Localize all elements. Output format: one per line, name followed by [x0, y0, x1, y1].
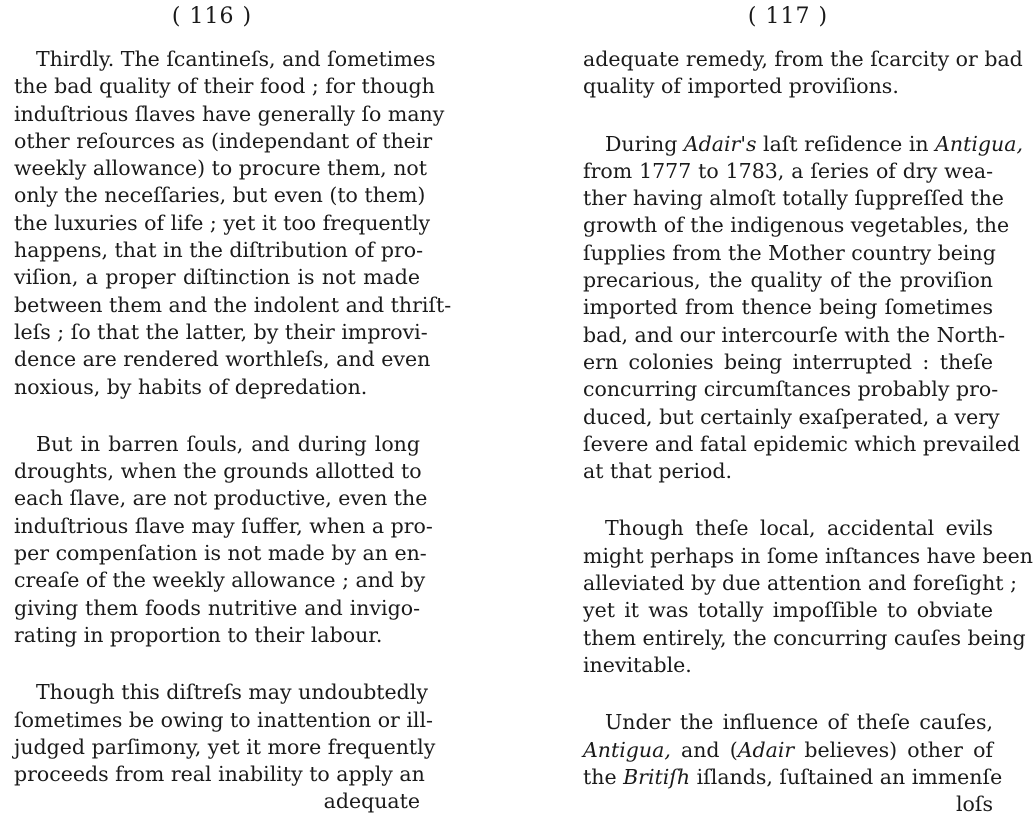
text-line: induſtrious ſlaves have generally ſo many [14, 101, 445, 126]
text-line: induſtrious ſlave may ſuffer, when a pro- [14, 513, 433, 538]
page-number-right: ( 117 ) [747, 4, 829, 29]
text-line: proceeds from real inability to apply an [14, 762, 425, 787]
text-line: concurring circumſtances probably pro- [583, 377, 999, 402]
text-line: the Britiſh iſlands, ſuſtained an immenſe [583, 764, 1003, 789]
text-line: at that period. [583, 459, 732, 484]
text-line: other reſources as (independant of their [14, 128, 433, 153]
catchword-right: loſs [955, 792, 993, 817]
paragraph-under-influence [583, 709, 1003, 791]
text-line: yet it was totally impoſſible to obviate [583, 598, 993, 623]
text-line: precarious, the quality of the proviſion [583, 268, 993, 293]
text-line: giving them foods nutritive and invigo- [14, 595, 420, 620]
text-line: ſometimes be owing to inattention or ill- [14, 707, 433, 732]
text-line: rating in proportion to their labour. [14, 622, 383, 647]
text-line: judged parſimony, yet it more frequently [14, 734, 436, 759]
text-line: ther having almoſt totally ſuppreſſed the [583, 186, 1004, 211]
catchword-left: adequate [323, 789, 420, 814]
text-line: only the neceſſaries, but even (to them) [14, 183, 426, 208]
text-line: them entirely, the concurring cauſes being [583, 625, 1026, 650]
text-line: alleviated by due attention and foreſight ; [583, 571, 1017, 596]
text-line: But in barren ſouls, and during long [36, 431, 420, 456]
text-line: the bad quality of their food ; for though [14, 74, 435, 99]
text-line: between them and the indolent and thriſt- [14, 292, 452, 317]
paragraph-during-adair [583, 131, 1023, 486]
text-line: noxious, by habits of depredation. [14, 374, 368, 399]
text-line: Under the influence of theſe cauſes, [605, 710, 993, 735]
text-line: creaſe of the weekly allowance ; and by [14, 568, 426, 593]
text-line: ern colonies being interrupted : theſe [583, 349, 993, 374]
text-line: inevitable. [583, 652, 692, 677]
paragraph-distress [14, 679, 436, 788]
text-line: ſupplies from the Mother country being [583, 240, 996, 265]
right-page [583, 0, 1033, 817]
text-line: the luxuries of life ; yet it too frequently [14, 210, 431, 235]
text-line: weekly allowance) to procure them, not [14, 156, 427, 181]
page-number-left: ( 116 ) [171, 4, 253, 29]
text-line: per compenſation is not made by an en- [14, 541, 427, 566]
text-line: Though this diſtreſs may undoubtedly [36, 680, 428, 705]
text-line: adequate remedy, from the ſcarcity or bad [583, 47, 1023, 71]
text-line: might perhaps in ſome inſtances have been [583, 543, 1033, 568]
text-line: ſevere and fatal epidemic which prevailed [583, 431, 1021, 456]
paragraph-thirdly [14, 46, 452, 401]
text-line: Antigua, and (Adair believes) other of [583, 737, 993, 762]
paragraph-adequate-remedy [583, 46, 1023, 101]
text-line: During Adair's laſt reſidence in Antigua, [605, 131, 1023, 156]
text-line: droughts, when the grounds allotted to [14, 459, 422, 484]
text-line: imported from thence being ſometimes [583, 295, 993, 320]
paragraph-barren-souls [14, 431, 433, 649]
text-line: each ſlave, are not productive, even the [14, 486, 428, 511]
left-page [14, 0, 452, 814]
text-line: leſs ; ſo that the latter, by their improvi- [14, 319, 428, 344]
text-line: duced, but certainly exaſperated, a very [583, 404, 1000, 429]
text-line: happens, that in the diſtribution of pro- [14, 238, 424, 263]
text-line: Though theſe local, accidental evils [605, 516, 993, 541]
text-line: viſion, a proper diſtinction is not made [14, 265, 420, 290]
text-line: dence are rendered worthleſs, and even [14, 347, 431, 372]
text-line: from 1777 to 1783, a ſeries of dry wea- [583, 158, 993, 183]
text-line: quality of imported proviſions. [583, 74, 899, 99]
paragraph-local-evils [583, 515, 1033, 679]
text-line: Thirdly. The ſcantineſs, and ſometimes [36, 47, 436, 71]
text-line: growth of the indigenous vegetables, the [583, 213, 1010, 238]
text-line: bad, and our intercourſe with the North- [583, 322, 1006, 347]
